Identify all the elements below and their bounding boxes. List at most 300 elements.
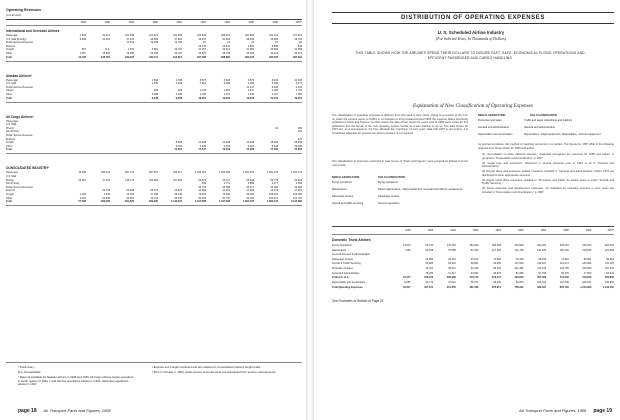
see-footnotes: See Footnotes at Bottom of Page 21 [332, 299, 384, 303]
row-value [182, 86, 206, 89]
table-total-row [6, 200, 302, 203]
row-value: 162,673 [148, 34, 158, 37]
row-value: 186 [297, 126, 302, 130]
row-value: 16,870 [174, 189, 182, 193]
row-value: 3,235 [271, 82, 278, 86]
row-value [134, 145, 158, 148]
row-label: Priority [6, 126, 14, 130]
row-value: 3,120 [175, 93, 182, 96]
row-value: 57,498 [78, 200, 86, 204]
year-header: 1952 [495, 229, 501, 232]
domestic-row [332, 253, 614, 256]
new-classification: Passenger service [332, 195, 354, 198]
row-value: 2,869 [247, 182, 254, 186]
row-value: 50,311 [448, 267, 456, 270]
row-value: 1,036 [79, 193, 86, 196]
row-value: 899,930 [148, 200, 158, 204]
row-value: 26,709 [198, 44, 206, 48]
row-value: 39,674 [294, 52, 302, 55]
row-value: 262,111 [149, 55, 158, 59]
row-value: 425,015 [604, 244, 614, 247]
row-label: U.S. Mail [6, 123, 17, 127]
row-label: Public Service Revenue¹ [6, 185, 34, 189]
row-value [206, 127, 230, 130]
row-value: 609 [153, 89, 158, 93]
table-row [6, 79, 302, 82]
row-value: 567 [81, 48, 86, 52]
row-value: 29,181 [448, 257, 456, 261]
row-value: 16,909 [246, 148, 254, 152]
row-value [86, 182, 110, 185]
row-value: 69,733 [425, 244, 434, 247]
row-value: 8,528 [271, 144, 278, 148]
year-header: 1955 [248, 21, 254, 24]
row-value: 1,890,044 [266, 200, 278, 204]
classification-row [332, 181, 468, 184]
row-value: 28,200 [425, 271, 434, 275]
domestic-trunk-title: Domestic Trunk Airlines [332, 238, 371, 242]
row-value: 66,719 [198, 185, 206, 189]
row-value [62, 182, 86, 185]
row-value: 62,445 [470, 267, 479, 270]
table-row [6, 145, 302, 148]
row-value [278, 175, 302, 178]
year-header: 1955 [563, 229, 569, 232]
row-value [388, 267, 411, 270]
row-label: Express [6, 44, 16, 48]
row-value [158, 182, 182, 185]
row-value: 314,914 [172, 55, 182, 59]
row-value: 497,131 [124, 171, 134, 175]
row-value: 317,121 [424, 285, 434, 289]
row-value: 69,942 [493, 281, 501, 285]
row-value: 200,939 [446, 276, 456, 280]
row-value: 40,317 [402, 285, 411, 289]
row-value: 2,468 [271, 89, 278, 93]
row-value [433, 253, 456, 256]
row-value: 629 [177, 89, 182, 93]
row-value: 258,224 [220, 34, 230, 37]
row-value: 878,709 [559, 285, 569, 289]
row-label: Other [6, 144, 13, 148]
row-label: Public Service Revenue¹ [6, 85, 34, 89]
left-publication: Air Transport Facts and Figures, 1958 [43, 408, 111, 413]
row-value: 8,160 [271, 78, 278, 82]
row-value: 72,994 [561, 257, 569, 261]
row-value: 19,300 [222, 96, 230, 100]
row-value: 196,220 [559, 248, 569, 252]
domestic-row [332, 258, 614, 261]
row-value: 28,739 [222, 52, 230, 55]
row-value [110, 86, 134, 89]
new-classification: Depreciation and amortization [478, 133, 513, 136]
row-value [110, 145, 134, 148]
row-value: 77,963 [583, 271, 592, 275]
row-value [62, 127, 86, 130]
row-value: 213,719 [469, 276, 479, 280]
row-value [158, 45, 182, 48]
row-value: 3,811 [175, 144, 182, 148]
table-total-row [6, 56, 302, 59]
table-top-rule [332, 226, 614, 227]
row-value: 1,530 [151, 82, 158, 86]
table-row [6, 45, 302, 48]
table-row [6, 182, 302, 185]
row-value: 22,104 [270, 96, 278, 100]
table-row [6, 138, 302, 141]
row-value: 4,341 [295, 85, 302, 89]
explanation-para-1: The classification of operating expenses is different from that used in prior years. Owing to a revision of the form on which the carriers report to CAB it is not feasible to bring forward beyond 1956 the expense tables previously published in Facts and Figures. For this reason the data shown herein for years prior to 1956 were recast for this publication into the format of the new reporting system insofar as it was feasible to do so. The data shown for 1957 are, as a consequence, the first, although the "matching" of prior years' data with 1957 is not perfect, it is considered adequate for general use where precision is not required. [332, 114, 468, 135]
right-page-number: page 19 [593, 408, 612, 414]
row-value: 53,118 [516, 257, 524, 261]
row-value: 104,700 [537, 281, 547, 285]
row-value: 75,648 [222, 193, 230, 196]
row-value: 2,114,380 [291, 200, 302, 204]
row-value: 10,335 [294, 78, 302, 82]
row-value: 56,217 [246, 185, 254, 189]
distribution-header: DISTRIBUTION OF OPERATING EXPENSES [332, 12, 614, 24]
row-value: 11,137 [246, 85, 254, 89]
row-value: 26,956 [270, 37, 278, 41]
row-value: 260,224 [537, 244, 547, 247]
year-header-label [332, 229, 388, 232]
row-value [569, 253, 592, 256]
row-value: 930,421 [537, 285, 547, 289]
row-value: 29,598 [126, 189, 134, 193]
row-value: 3,477 [295, 82, 302, 86]
table-row [6, 41, 302, 44]
row-value: 2,998 [151, 93, 158, 96]
explanation-note: (2) "Legal fees and expenses," dispersed in several accounts prior to 1957 is all in "General and administrative." [482, 161, 614, 168]
row-value: 8,599 [79, 37, 86, 41]
row-value: 182,904 [582, 262, 592, 266]
row-value: 64,918 [448, 262, 456, 266]
row-label: Total [6, 55, 12, 59]
table-row [6, 86, 302, 89]
domestic-total-row [332, 286, 614, 289]
year-header: 1950 [152, 21, 158, 24]
row-value: 1,013,069 [580, 285, 592, 289]
row-value [86, 186, 110, 189]
year-header-label [6, 21, 62, 24]
row-value [62, 45, 86, 48]
row-value [62, 120, 86, 123]
row-value [110, 134, 134, 137]
row-value: 7,824 [199, 82, 206, 86]
row-value [134, 86, 158, 89]
domestic-row [332, 281, 614, 284]
row-value: 129,706 [559, 267, 569, 270]
row-value: 2,764 [295, 89, 302, 93]
row-value: 24,899 [102, 196, 110, 200]
row-label: Non-Priority [6, 130, 20, 134]
row-value [62, 41, 86, 44]
row-value: 487,931 [292, 55, 302, 59]
table-row [6, 130, 302, 133]
row-value: 123,274 [559, 262, 569, 266]
row-value [110, 186, 134, 189]
row-value: 28,701 [294, 37, 302, 41]
row-value: 87 [275, 41, 278, 45]
row-value: 6,679 [247, 78, 254, 82]
domestic-row [332, 272, 614, 275]
header-rule [6, 25, 302, 26]
row-value [62, 97, 86, 100]
row-value: 50,975 [198, 196, 206, 200]
explanation-title: Explanation of New Classification of Operating Expenses [413, 103, 533, 109]
row-value: 95,493 [246, 193, 254, 196]
row-value: 211,125 [605, 262, 614, 266]
row-value: 144,935 [537, 248, 547, 252]
row-value: 279,127 [491, 276, 501, 280]
row-value: 342,911 [269, 34, 278, 37]
row-value: 232,839 [196, 34, 206, 37]
row-value [254, 120, 278, 123]
row-value: 36,114 [270, 52, 278, 55]
row-value [134, 148, 158, 151]
row-value [62, 123, 86, 126]
row-value: 31,982 [246, 48, 254, 52]
domestic-row [332, 262, 614, 265]
row-value: 509 [201, 182, 206, 186]
row-value: 23,675 [198, 52, 206, 55]
table-end-rule [6, 61, 302, 62]
row-label: Express [6, 189, 16, 193]
row-value [158, 123, 182, 126]
table-end-rule [6, 102, 302, 103]
row-label: Other [6, 52, 13, 55]
row-value [388, 272, 411, 275]
table-row [6, 123, 302, 126]
row-value [230, 120, 254, 123]
year-header: 1953 [200, 21, 206, 24]
row-value [158, 86, 182, 89]
row-value: 384,204 [244, 55, 254, 59]
row-value [230, 123, 254, 126]
row-label: U.S. Mail [6, 175, 17, 178]
row-value [62, 189, 86, 192]
row-value: 21,826 [246, 189, 254, 193]
row-value [86, 145, 110, 148]
row-value: 8,558 [271, 44, 278, 48]
row-value [388, 258, 411, 261]
row-value: 17,004 [294, 189, 302, 193]
row-value: 14,373 [270, 189, 278, 193]
row-value: 13,908 [246, 141, 254, 145]
row-value [86, 79, 110, 82]
row-value [86, 120, 110, 123]
row-value: 19,334 [246, 96, 254, 100]
table-row [6, 197, 302, 200]
row-value [182, 127, 206, 130]
year-header: 1946 [427, 229, 434, 232]
row-value: 68,578 [174, 196, 182, 200]
row-value: 234,928 [514, 244, 524, 247]
row-value: 68,475 [561, 271, 569, 275]
row-value: 432,065 [268, 55, 278, 59]
row-value: 27,250 [270, 148, 278, 152]
row-value: 3,001 [247, 144, 254, 148]
row-value: 2,177 [271, 182, 278, 186]
row-value [254, 134, 278, 137]
row-value: 28,609 [246, 37, 254, 41]
right-publication: Air Transport Facts and Figures, 1958 [519, 408, 587, 413]
row-value: 20,681 [222, 37, 230, 41]
row-label: Freight [6, 193, 14, 196]
row-value [86, 89, 110, 92]
row-value: 75,658 [448, 248, 456, 252]
row-value: 12,783 [174, 41, 182, 45]
row-value: 60,188 [425, 248, 434, 252]
table-row [6, 82, 302, 85]
row-value: 275,892 [604, 248, 614, 252]
row-value: 76,453 [198, 193, 206, 196]
row-value: 24,115 [174, 52, 182, 55]
year-header-row [6, 21, 302, 24]
row-value: 2,692 [151, 78, 158, 82]
section-title: Operating Revenues [6, 8, 41, 12]
row-value: 37,810 [174, 37, 182, 41]
row-label: Total [6, 96, 12, 100]
row-value [86, 97, 110, 100]
row-value: 558,836 [604, 276, 614, 280]
row-value: 19 [251, 41, 254, 45]
row-value: 1,583 [247, 44, 254, 48]
row-value: 94,606 [493, 262, 501, 266]
row-label: Non-Priority [6, 182, 20, 186]
footnote: N.A. Not Available. [18, 370, 42, 375]
row-value: 19,956 [126, 52, 134, 55]
row-value [110, 93, 134, 96]
new-classification: General and administrative [478, 126, 509, 129]
table-row [6, 38, 302, 41]
row-label: Priority [6, 178, 14, 182]
row-label: Depreciation and amortization [332, 281, 366, 285]
row-value [110, 89, 134, 92]
row-value: 136,784 [100, 55, 110, 59]
row-value: 13,159 [126, 193, 134, 196]
row-value: 1,561,276 [266, 171, 278, 175]
row-value: 57,757 [222, 196, 230, 200]
row-value: 345,075 [582, 244, 592, 247]
explanation-note: (3) Payroll taxes and employee welfare insurance included in "General and administrative" before 1957 are distributed to other appropriate accounts. [482, 170, 614, 177]
row-value [62, 175, 86, 178]
row-value [86, 93, 110, 96]
row-value: 30,876 [126, 196, 134, 200]
row-value: 101,499 [514, 267, 524, 270]
row-value [62, 79, 86, 82]
row-value: 1,842 [247, 93, 254, 96]
classification-row [478, 133, 614, 136]
row-value: 101,709 [559, 281, 569, 285]
row-value: 47,212 [448, 281, 456, 285]
row-value: 294,828 [244, 34, 254, 37]
row-value: 108,934 [268, 193, 278, 196]
row-value: 20,772 [425, 281, 434, 285]
row-label: Public Service Revenue¹ [6, 41, 34, 45]
row-value [254, 130, 278, 133]
row-value: 8,807 [199, 78, 206, 82]
classification-row [332, 188, 468, 191]
row-value [206, 120, 230, 123]
row-value [62, 82, 86, 85]
row-value: 9,060 [223, 82, 230, 86]
row-value: 39,036 [78, 171, 86, 175]
row-value: 57,766 [538, 271, 547, 275]
row-label: Passenger Service [332, 257, 353, 261]
row-value [546, 253, 569, 256]
row-value: 36,683 [270, 48, 278, 52]
row-value [62, 86, 86, 89]
row-value: 20,735 [102, 189, 110, 193]
row-value: 2,949 [199, 144, 206, 148]
row-value: 332,091 [559, 244, 569, 247]
row-value [62, 141, 86, 144]
row-label: Maintenance [332, 248, 347, 252]
row-value: 68,841 [470, 262, 479, 266]
classification-row [332, 202, 468, 205]
row-value [456, 253, 479, 256]
row-value [86, 127, 110, 130]
row-value [62, 93, 86, 96]
row-value: 43,231 [425, 267, 434, 270]
row-value [110, 127, 134, 130]
row-value [86, 141, 110, 144]
domestic-row [332, 267, 614, 270]
row-value [182, 120, 206, 123]
row-value: 49,198 [174, 193, 182, 196]
row-value [158, 134, 182, 137]
row-value [110, 148, 134, 151]
row-value [86, 175, 110, 178]
row-value [62, 186, 86, 189]
row-value [110, 130, 134, 133]
row-value: 1,106 [199, 93, 206, 96]
classification-row [332, 195, 468, 198]
table-row [6, 89, 302, 92]
row-value [134, 175, 158, 178]
row-value: 1,817 [247, 89, 254, 93]
row-value: 41,959 [294, 48, 302, 52]
row-label: Other [6, 93, 13, 96]
row-value [254, 175, 278, 178]
old-classification: Traffic and sales; Advertising and publicity [524, 119, 573, 122]
row-value: N.A. [105, 48, 110, 52]
row-value [110, 141, 134, 144]
row-value [182, 175, 206, 178]
row-value: 377,961 [292, 34, 302, 37]
row-value: 85,130 [493, 267, 501, 270]
row-value: 447 [297, 137, 302, 141]
table-row [6, 193, 302, 196]
row-value [110, 138, 134, 141]
row-value [182, 123, 206, 126]
table-row [6, 93, 302, 96]
row-value: 28,707 [150, 189, 158, 193]
table-end-rule [6, 205, 302, 206]
table-total-row [6, 148, 302, 151]
row-value [86, 148, 110, 151]
row-value: 43,427 [222, 178, 230, 182]
row-value: 106,221 [582, 281, 592, 285]
footnote: ² Express and Freight combined and are reflected in Consolidated Industry freight totals. [152, 365, 261, 369]
row-value: 26,480 [294, 144, 302, 148]
row-value: 4,645 [103, 193, 110, 196]
intro-text: THIS TABLE SHOWS HOW THE AIRLINES SPEND THEIR DOLLARS TO INSURE FAST, SAFE, ECONOMICAL FLYING OPERATIONS AND EFFICIENT PASSENGER AND CARGO HANDLING [355, 51, 585, 60]
row-value: 46,371 [470, 281, 479, 285]
row-value: 363,909 [100, 200, 110, 204]
row-value [388, 262, 411, 265]
